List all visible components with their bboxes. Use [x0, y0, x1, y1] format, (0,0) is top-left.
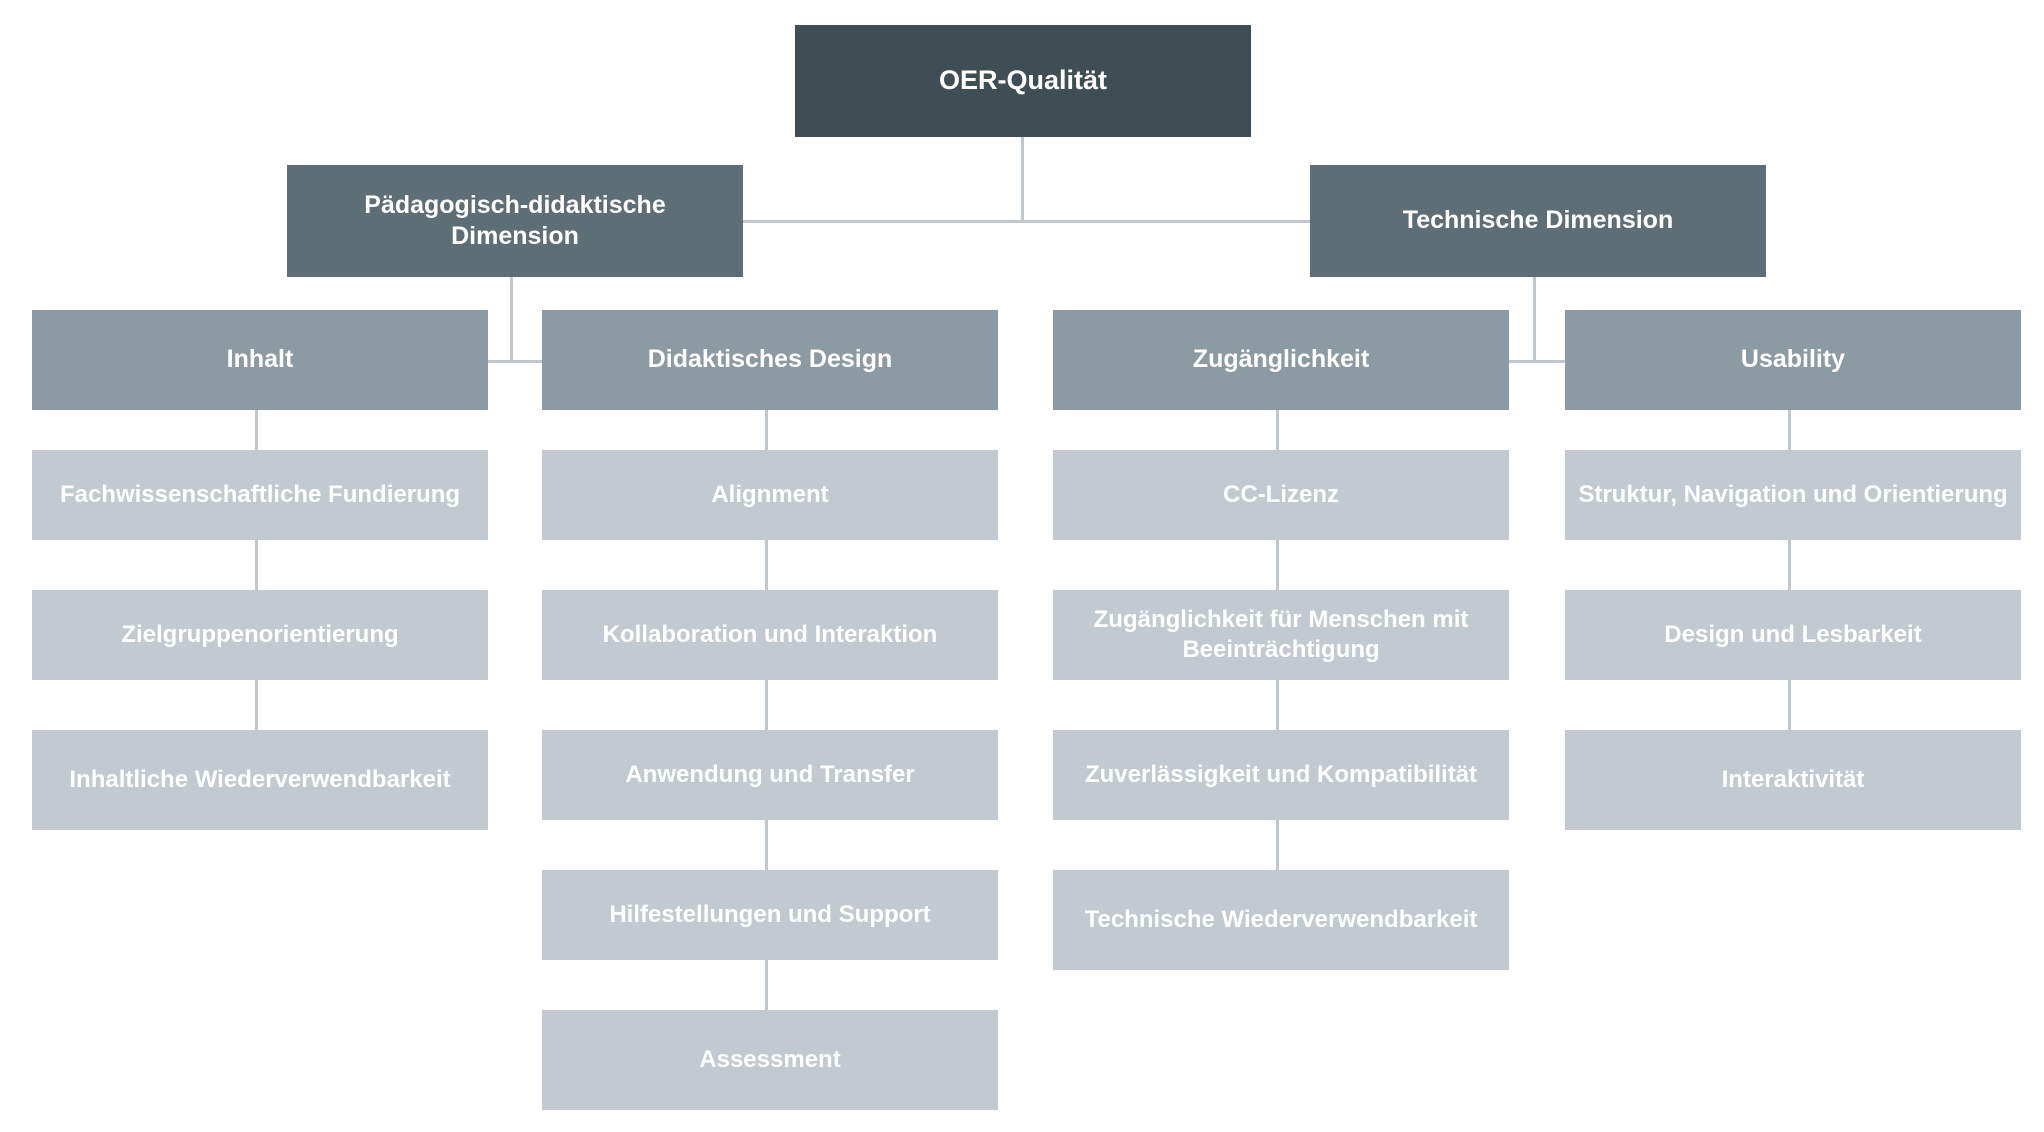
node-dimension-pedagogic[interactable] [287, 165, 743, 277]
node-label: CC-Lizenz [1223, 481, 1339, 508]
node-leaf-didaktisches-design-2[interactable] [542, 590, 998, 680]
node-label: Usability [1740, 345, 1846, 374]
node-leaf-zugaenglichkeit-4[interactable] [1053, 870, 1509, 970]
node-category-inhalt[interactable] [32, 310, 488, 410]
node-category-usability[interactable] [1565, 310, 2021, 410]
node-category-zugaenglichkeit[interactable] [1053, 310, 1509, 410]
node-label: Alignment [711, 481, 829, 508]
node-label: Inhalt [226, 345, 294, 374]
node-leaf-inhalt-2[interactable] [32, 590, 488, 680]
node-leaf-usability-3[interactable] [1565, 730, 2021, 830]
node-leaf-zugaenglichkeit-2[interactable] [1053, 590, 1509, 680]
node-leaf-didaktisches-design-1[interactable] [542, 450, 998, 540]
node-leaf-zugaenglichkeit-3[interactable] [1053, 730, 1509, 820]
node-category-didaktisches-design[interactable] [542, 310, 998, 410]
node-label: Didaktisches Design [647, 345, 893, 374]
node-label: Hilfestellungen und Support [609, 901, 931, 928]
node-label: Struktur, Navigation und Orientierung [1578, 481, 2008, 508]
node-label: Interaktivität [1721, 766, 1865, 793]
node-leaf-zugaenglichkeit-1[interactable] [1053, 450, 1509, 540]
node-label: Kollaboration und Interaktion [602, 621, 938, 648]
node-label: Technische Dimension [1402, 206, 1674, 235]
node-label: Zuverlässigkeit und Kompatibilität [1084, 761, 1478, 788]
node-leaf-usability-2[interactable] [1565, 590, 2021, 680]
node-leaf-didaktisches-design-3[interactable] [542, 730, 998, 820]
node-label: Pädagogisch-didaktische Dimension [364, 190, 666, 250]
node-dimension-technical[interactable] [1310, 165, 1766, 277]
node-root-oer-qualitaet[interactable] [795, 25, 1251, 137]
node-leaf-didaktisches-design-4[interactable] [542, 870, 998, 960]
node-label: Inhaltliche Wiederverwendbarkeit [69, 766, 451, 793]
node-label: Design und Lesbarkeit [1664, 621, 1922, 648]
node-label: Technische Wiederverwendbarkeit [1084, 906, 1478, 933]
node-label: Zugänglichkeit für Menschen mit Beeinträchtigung [1093, 606, 1469, 663]
node-label: Assessment [699, 1046, 841, 1073]
node-label: OER-Qualität [938, 65, 1107, 96]
node-label: Fachwissenschaftliche Fundierung [59, 481, 461, 508]
node-leaf-inhalt-1[interactable] [32, 450, 488, 540]
node-label: Zielgruppenorientierung [121, 621, 399, 648]
connector-root-to-bus [1021, 137, 1024, 222]
node-leaf-didaktisches-design-5[interactable] [542, 1010, 998, 1110]
node-leaf-usability-1[interactable] [1565, 450, 2021, 540]
node-leaf-inhalt-3[interactable] [32, 730, 488, 830]
node-label: Zugänglichkeit [1192, 345, 1370, 374]
node-label: Anwendung und Transfer [625, 761, 915, 788]
